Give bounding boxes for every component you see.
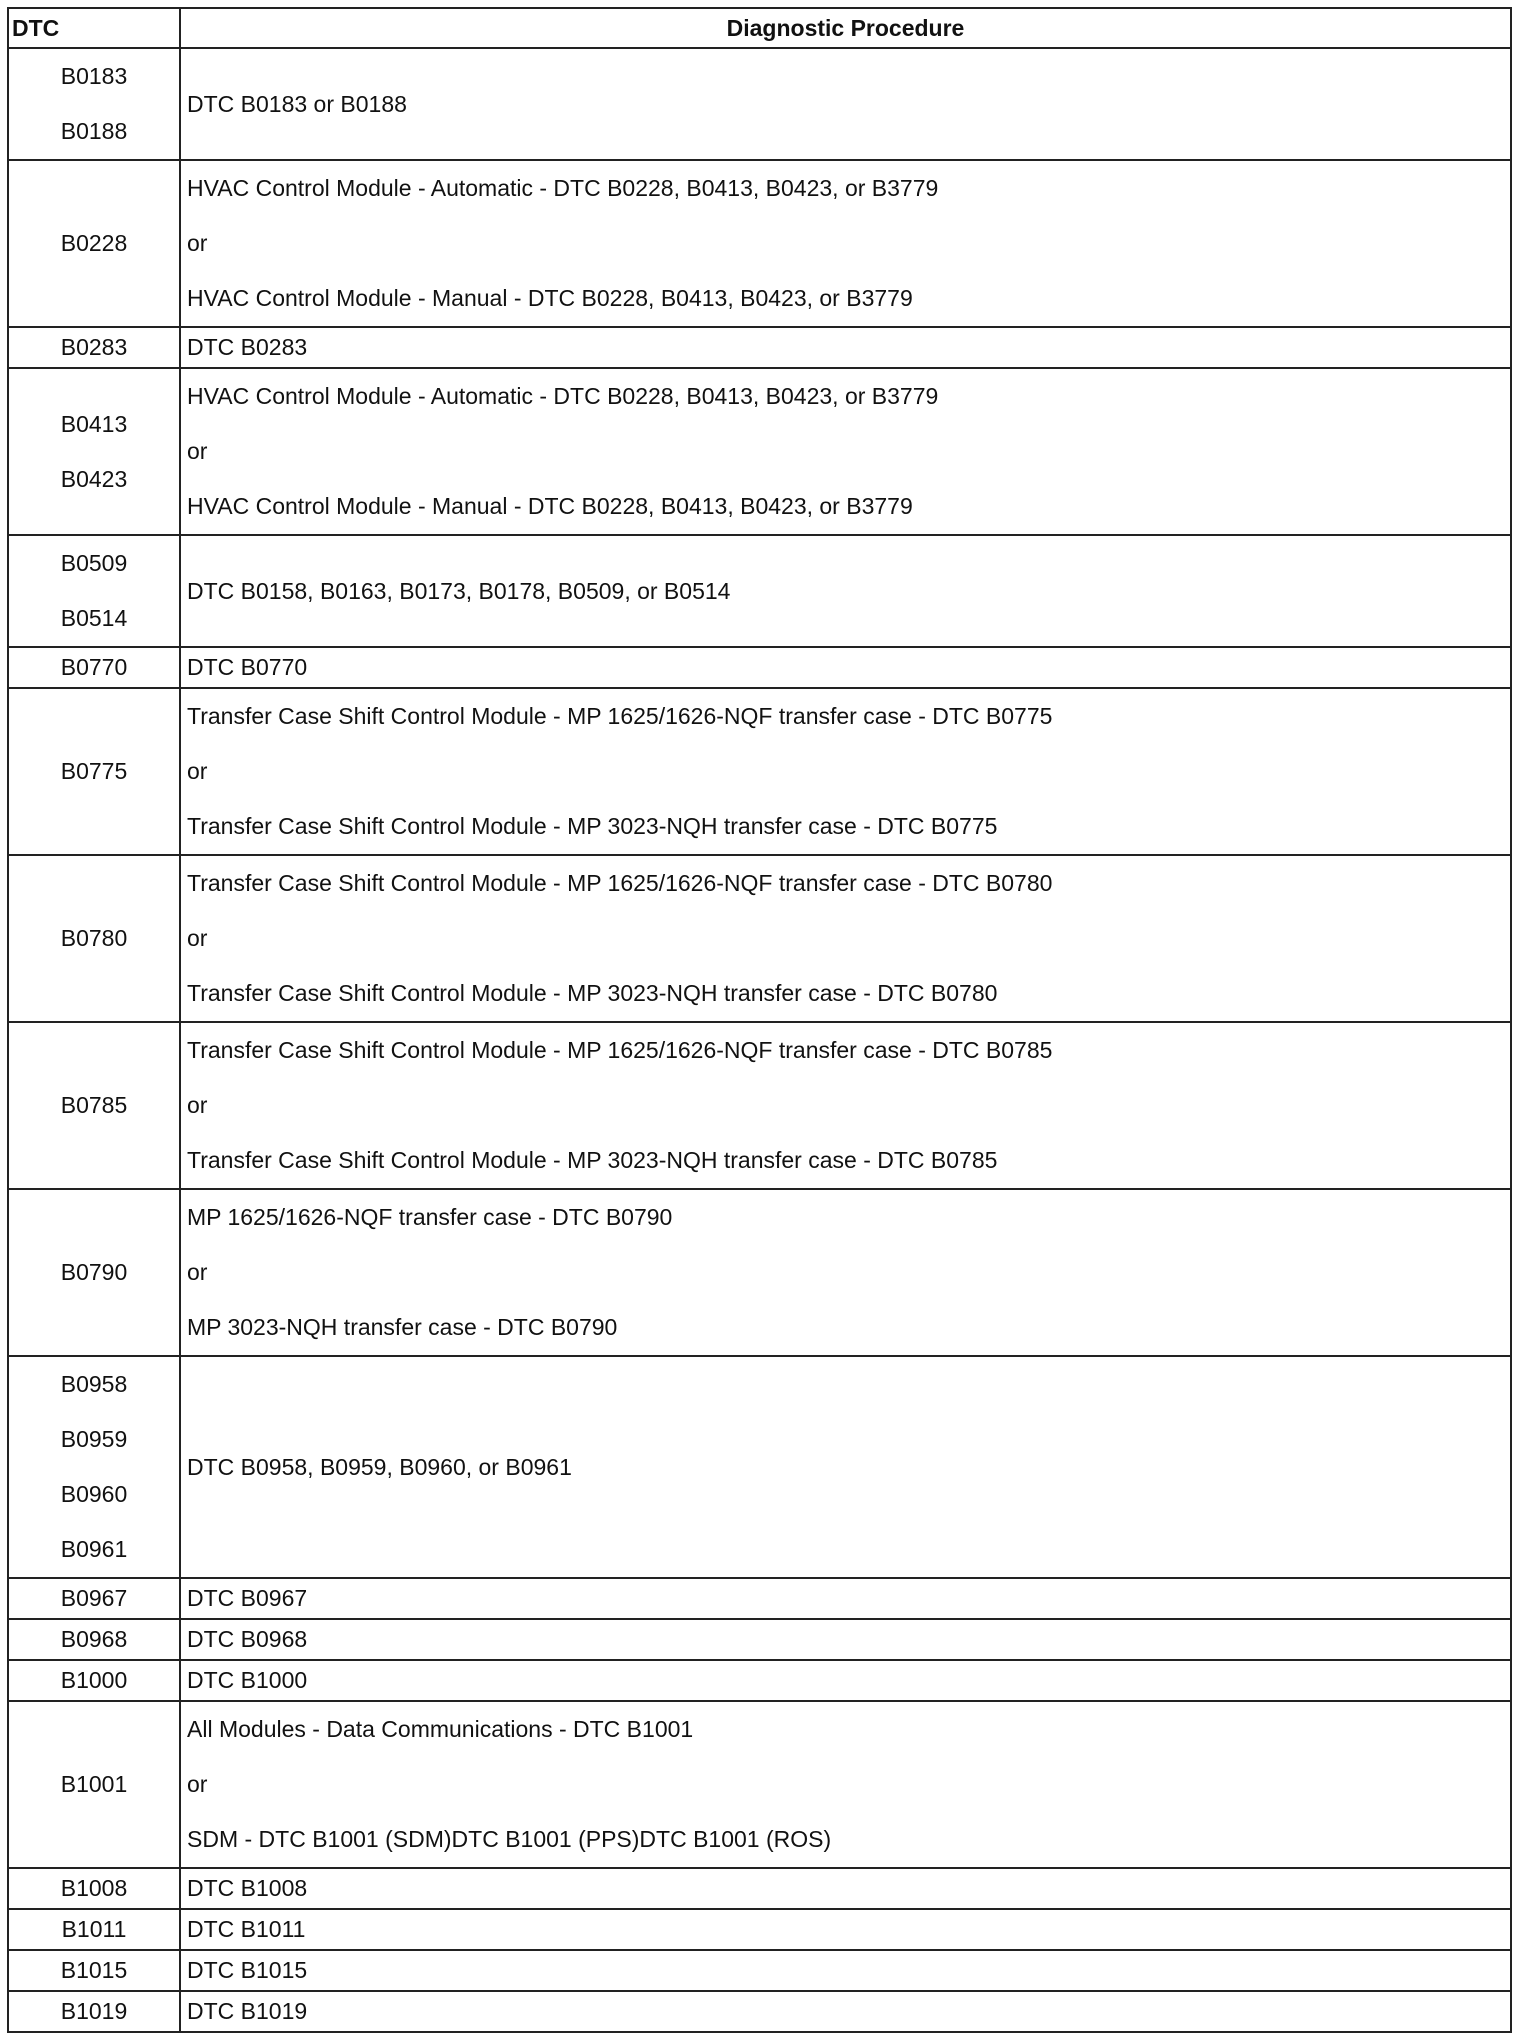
- dtc-code: B1019: [60, 1998, 128, 2024]
- procedure-link[interactable]: MP 1625/1626-NQF transfer case - DTC B0790: [187, 1204, 673, 1230]
- dtc-table: [7, 7, 1512, 2033]
- procedure-cell: [180, 327, 1511, 368]
- dtc-cell: [8, 368, 180, 535]
- table-row: [8, 368, 1511, 535]
- dtc-code: B0959: [60, 1426, 128, 1452]
- procedure-separator: or: [187, 925, 208, 951]
- dtc-code: B0780: [60, 925, 128, 951]
- dtc-cell: [8, 160, 180, 327]
- dtc-code: B0961: [60, 1536, 128, 1562]
- dtc-code: B0770: [60, 654, 128, 680]
- table-row: [8, 1991, 1511, 2032]
- dtc-code: B0509: [60, 550, 128, 576]
- dtc-code: B0790: [60, 1259, 128, 1285]
- procedure-link[interactable]: DTC B1008: [187, 1875, 308, 1901]
- procedure-separator: or: [187, 758, 208, 784]
- dtc-code: B0183: [60, 63, 128, 89]
- dtc-code: B0968: [60, 1626, 128, 1652]
- dtc-code: B0413: [60, 410, 128, 437]
- procedure-link[interactable]: HVAC Control Module - Manual - DTC B0228, B0413, B0423, or B3779: [187, 285, 913, 311]
- dtc-code: B0960: [60, 1481, 128, 1507]
- dtc-cell: [8, 1950, 180, 1991]
- procedure-link[interactable]: DTC B0770: [187, 654, 308, 680]
- table-row: [8, 535, 1511, 647]
- procedure-cell: [180, 48, 1511, 160]
- procedure-link[interactable]: Transfer Case Shift Control Module - MP 3023-NQH transfer case - DTC B0775: [187, 813, 998, 839]
- procedure-link[interactable]: HVAC Control Module - Automatic - DTC B0228, B0413, B0423, or B3779: [187, 175, 939, 201]
- procedure-cell: [180, 1660, 1511, 1701]
- table-row: [8, 1701, 1511, 1868]
- dtc-cell: [8, 1701, 180, 1868]
- table-row: [8, 688, 1511, 855]
- dtc-cell: [8, 1868, 180, 1909]
- procedure-link[interactable]: DTC B1015: [187, 1957, 308, 1983]
- procedure-link[interactable]: HVAC Control Module - Automatic - DTC B0228, B0413, B0423, or B3779: [187, 383, 939, 409]
- procedure-link[interactable]: HVAC Control Module - Manual - DTC B0228, B0413, B0423, or B3779: [187, 493, 913, 519]
- column-header-procedure: Diagnostic Procedure: [180, 8, 1511, 48]
- table-row: [8, 48, 1511, 160]
- dtc-cell: [8, 1356, 180, 1578]
- dtc-code: B0775: [60, 758, 128, 784]
- dtc-cell: [8, 48, 180, 160]
- dtc-code: B1001: [60, 1771, 128, 1797]
- procedure-cell: [180, 1022, 1511, 1189]
- procedure-link[interactable]: DTC B1000: [187, 1667, 308, 1693]
- dtc-code: B0283: [60, 334, 128, 360]
- dtc-cell: [8, 1660, 180, 1701]
- dtc-cell: [8, 1189, 180, 1356]
- dtc-code: B1008: [60, 1875, 128, 1901]
- dtc-cell: [8, 1619, 180, 1660]
- procedure-cell: [180, 368, 1511, 535]
- dtc-cell: [8, 1022, 180, 1189]
- procedure-link[interactable]: Transfer Case Shift Control Module - MP 3023-NQH transfer case - DTC B0785: [187, 1147, 998, 1173]
- dtc-cell: [8, 1909, 180, 1950]
- procedure-link[interactable]: SDM - DTC B1001 (SDM)DTC B1001 (PPS)DTC B1001 (ROS): [187, 1826, 832, 1852]
- procedure-separator: or: [187, 1259, 208, 1285]
- dtc-cell: [8, 647, 180, 688]
- procedure-link[interactable]: DTC B0968: [187, 1626, 308, 1652]
- procedure-separator: or: [187, 1092, 208, 1118]
- procedure-link[interactable]: DTC B0183 or B0188: [187, 90, 407, 117]
- procedure-cell: [180, 1868, 1511, 1909]
- procedure-separator: or: [187, 230, 208, 256]
- table-row: [8, 1356, 1511, 1578]
- procedure-link[interactable]: All Modules - Data Communications - DTC B1001: [187, 1716, 694, 1742]
- procedure-separator: or: [187, 438, 208, 464]
- procedure-link[interactable]: DTC B0158, B0163, B0173, B0178, B0509, or B0514: [187, 577, 731, 604]
- dtc-code: B0514: [60, 605, 128, 631]
- procedure-link[interactable]: Transfer Case Shift Control Module - MP 1625/1626-NQF transfer case - DTC B0780: [187, 870, 1053, 896]
- table-row: [8, 1868, 1511, 1909]
- dtc-code: B0228: [60, 230, 128, 256]
- table-row: [8, 647, 1511, 688]
- dtc-cell: [8, 855, 180, 1022]
- dtc-cell: [8, 688, 180, 855]
- dtc-code: B0188: [60, 118, 128, 144]
- procedure-cell: [180, 1991, 1511, 2032]
- table-row: [8, 1660, 1511, 1701]
- table-row: [8, 1189, 1511, 1356]
- procedure-link[interactable]: Transfer Case Shift Control Module - MP 1625/1626-NQF transfer case - DTC B0785: [187, 1037, 1053, 1063]
- dtc-code: B0423: [60, 465, 128, 492]
- procedure-cell: [180, 535, 1511, 647]
- table-body: [8, 48, 1511, 2032]
- procedure-link[interactable]: DTC B1011: [187, 1916, 306, 1942]
- procedure-separator: or: [187, 1771, 208, 1797]
- dtc-cell: [8, 1991, 180, 2032]
- table-row: [8, 1950, 1511, 1991]
- procedure-cell: [180, 647, 1511, 688]
- dtc-code: B1015: [60, 1957, 128, 1983]
- procedure-link[interactable]: DTC B0958, B0959, B0960, or B0961: [187, 1453, 572, 1480]
- procedure-cell: [180, 688, 1511, 855]
- procedure-link[interactable]: Transfer Case Shift Control Module - MP 3023-NQH transfer case - DTC B0780: [187, 980, 998, 1006]
- procedure-cell: [180, 1701, 1511, 1868]
- procedure-cell: [180, 1356, 1511, 1578]
- dtc-cell: [8, 535, 180, 647]
- table-row: [8, 855, 1511, 1022]
- procedure-cell: [180, 1619, 1511, 1660]
- dtc-cell: [8, 1578, 180, 1619]
- dtc-code: B0785: [60, 1092, 128, 1118]
- procedure-cell: [180, 1189, 1511, 1356]
- dtc-cell: [8, 327, 180, 368]
- procedure-cell: [180, 1950, 1511, 1991]
- dtc-code: B0958: [60, 1371, 128, 1397]
- procedure-cell: [180, 160, 1511, 327]
- procedure-cell: [180, 1909, 1511, 1950]
- procedure-cell: [180, 1578, 1511, 1619]
- table-row: [8, 1022, 1511, 1189]
- procedure-link[interactable]: Transfer Case Shift Control Module - MP 1625/1626-NQF transfer case - DTC B0775: [187, 703, 1053, 729]
- procedure-link[interactable]: DTC B0283: [187, 334, 308, 360]
- dtc-code: B1011: [61, 1916, 127, 1942]
- table-row: [8, 1578, 1511, 1619]
- table-row: [8, 327, 1511, 368]
- dtc-code: B0967: [60, 1585, 128, 1611]
- procedure-link[interactable]: DTC B1019: [187, 1998, 308, 2024]
- table-row: [8, 1909, 1511, 1950]
- procedure-cell: [180, 855, 1511, 1022]
- column-header-dtc: DTC: [8, 8, 180, 48]
- procedure-link[interactable]: MP 3023-NQH transfer case - DTC B0790: [187, 1314, 618, 1340]
- header-row: [8, 8, 1511, 48]
- table-row: [8, 1619, 1511, 1660]
- procedure-link[interactable]: DTC B0967: [187, 1585, 308, 1611]
- dtc-code: B1000: [60, 1667, 128, 1693]
- table-row: [8, 160, 1511, 327]
